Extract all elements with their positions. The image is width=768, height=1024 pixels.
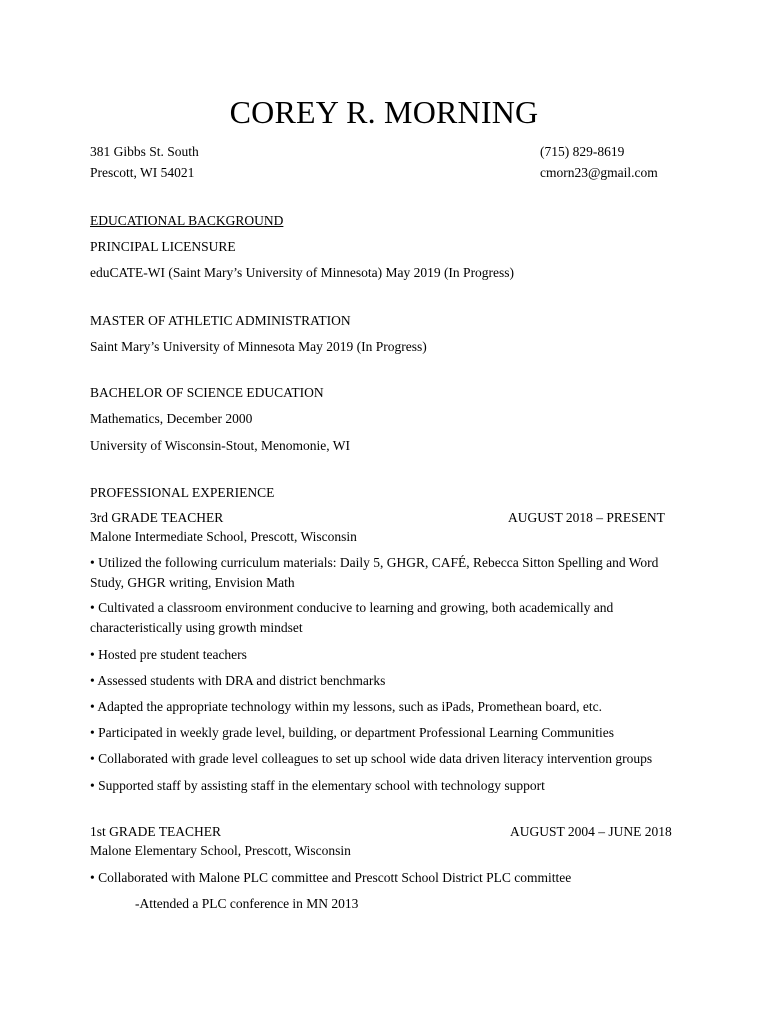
job-bullet: • Collaborated with grade level colleagues to set up school wide data driven literacy intervention groups — [90, 751, 653, 766]
phone-number: (715) 829-8619 — [540, 144, 625, 159]
address-line-1: 381 Gibbs St. South — [90, 144, 199, 159]
job-school: Malone Elementary School, Prescott, Wisconsin — [90, 843, 351, 858]
job-bullet: • Utilized the following curriculum materials: Daily 5, GHGR, CAFÉ, Rebecca Sitton Spelling and Word Study, GHGR writing, Envision Math — [90, 555, 659, 590]
job-school: Malone Intermediate School, Prescott, Wisconsin — [90, 529, 357, 544]
job-bullet: • Participated in weekly grade level, building, or department Professional Learning Communities — [90, 725, 614, 740]
address-line-2: Prescott, WI 54021 — [90, 165, 195, 180]
job-bullet: • Assessed students with DRA and district benchmarks — [90, 673, 386, 688]
job-title: 3rd GRADE TEACHER — [90, 510, 224, 525]
master-degree-title: MASTER OF ATHLETIC ADMINISTRATION — [90, 313, 351, 328]
job-bullet: • Supported staff by assisting staff in the elementary school with technology support — [90, 778, 545, 793]
job-dates: AUGUST 2018 – PRESENT — [508, 510, 665, 525]
job-dates: AUGUST 2004 – JUNE 2018 — [510, 824, 672, 839]
job-bullet: • Cultivated a classroom environment conducive to learning and growing, both academically and characteristically using growth mindset — [90, 600, 614, 635]
bachelor-degree-school: University of Wisconsin-Stout, Menomonie, WI — [90, 438, 350, 453]
master-degree-detail: Saint Mary’s University of Minnesota May 2019 (In Progress) — [90, 339, 427, 354]
bachelor-degree-title: BACHELOR OF SCIENCE EDUCATION — [90, 385, 324, 400]
job-sub-bullet: -Attended a PLC conference in MN 2013 — [135, 896, 359, 911]
principal-licensure-detail: eduCATE-WI (Saint Mary’s University of Minnesota) May 2019 (In Progress) — [90, 265, 515, 280]
email-address: cmorn23@gmail.com — [540, 165, 658, 180]
resume-name: COREY R. MORNING — [229, 94, 539, 130]
job-bullet: • Adapted the appropriate technology within my lessons, such as iPads, Promethean board, etc. — [90, 699, 602, 714]
bachelor-degree-major: Mathematics, December 2000 — [90, 411, 253, 426]
education-heading: EDUCATIONAL BACKGROUND — [90, 213, 284, 228]
experience-heading: PROFESSIONAL EXPERIENCE — [90, 485, 275, 500]
job-bullet: • Collaborated with Malone PLC committee and Prescott School District PLC committee — [90, 870, 572, 885]
job-title: 1st GRADE TEACHER — [90, 824, 222, 839]
job-bullet: • Hosted pre student teachers — [90, 647, 247, 662]
principal-licensure-title: PRINCIPAL LICENSURE — [90, 239, 236, 254]
